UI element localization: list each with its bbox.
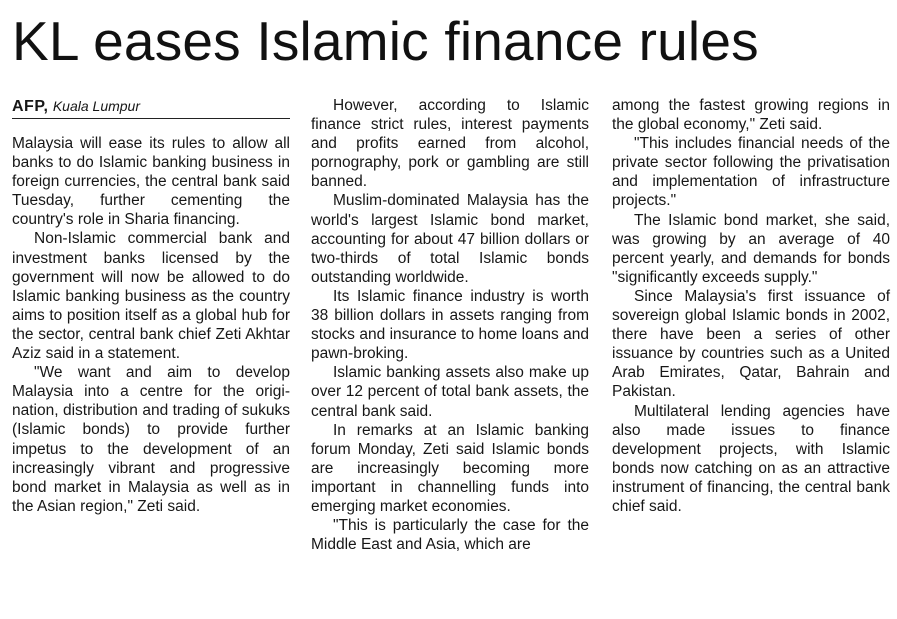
byline-agency: AFP, bbox=[12, 98, 49, 115]
article-paragraph: Malaysia will ease its rules to allow all banks to do Islamic banking business in foreign currencies, the central bank said Tuesday, further cementing the country's role in Sharia financing. bbox=[12, 135, 290, 229]
article-paragraph: Muslim-dominated Malaysia has the world's largest Islamic bond market, accounting for about 47 billion dollars or two-thirds of total Islamic bonds outstanding worldwide. bbox=[311, 192, 589, 286]
article-column-2 bbox=[311, 96, 589, 554]
article-paragraph: "This includes financial needs of the private sector following the privatisation and implementation of infrastructure projects." bbox=[612, 135, 890, 210]
article-paragraph: "This is particularly the case for the Middle East and Asia, which are bbox=[311, 517, 589, 554]
article-column-1 bbox=[12, 96, 290, 516]
article-paragraph: The Islamic bond market, she said, was growing by an average of 40 percent yearly, and demands for bonds "significantly exceeds supply." bbox=[612, 211, 890, 286]
article-paragraph: Its Islamic finance industry is worth 38 billion dollars in assets ranging from stocks and insurance to home loans and pawn-broking. bbox=[311, 287, 589, 363]
article-paragraph: among the fastest growing regions in the global economy," Zeti said. bbox=[612, 97, 890, 134]
article-paragraph: In remarks at an Islamic banking forum Monday, Zeti said Islamic bonds are increasingly becoming more important in channelling funds into emerging market economies. bbox=[311, 421, 589, 515]
article-paragraph: "We want and aim to develop Malaysia into a centre for the origination, distribution and trading of sukuks (Islamic bonds) to provide further impetus to the development of an increasingly vibrant and progressive bond market in Malaysia as well as in the Asian region," Zeti said. bbox=[12, 364, 290, 515]
article-paragraph: Multilateral lending agencies have also made issues to finance development projects, with Islamic bonds now catching on as an attractive instrument of financing, the central bank chief said. bbox=[612, 402, 890, 515]
byline bbox=[12, 96, 290, 119]
article-paragraph: Non-Islamic commercial bank and investment banks licensed by the government will now be allowed to do Islamic banking business as the country aims to position itself as a global hub for the sector, central bank chief Zeti Akhtar Aziz said in a statement. bbox=[12, 230, 290, 363]
article-paragraph: Islamic banking assets also make up over 12 percent of total bank assets, the central bank said. bbox=[311, 364, 589, 420]
article-paragraph: Since Malaysia's first issuance of sovereign global Islamic bonds in 2002, there have been a series of other issuance by countries such as a United Arab Emirates, Qatar, Bahrain and Pakistan. bbox=[612, 287, 890, 401]
article-column-3 bbox=[612, 96, 890, 516]
article-paragraph: However, according to Islamic finance strict rules, interest payments and profits earned from alcohol, pornography, pork or gambling are still banned. bbox=[311, 97, 589, 191]
headline: KL eases Islamic finance rules bbox=[12, 10, 759, 72]
byline-place: Kuala Lumpur bbox=[52, 98, 141, 114]
